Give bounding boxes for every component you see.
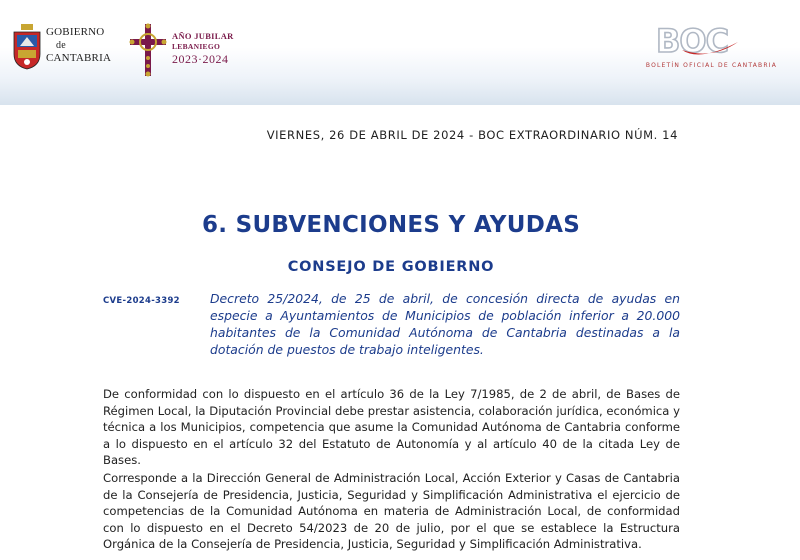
decree-title: Decreto 25/2024, de 25 de abril, de concesión directa de ayudas en especie a Ayuntamientos de Municipios de población inferior a 20.000 habitantes de la Comunidad Autónoma de Cantabria destinadas a la dotación de puestos de trabajo inteligentes. (210, 291, 680, 357)
section-title: 6. SUBVENCIONES Y AYUDAS (201, 212, 581, 238)
gobierno-line-1: GOBIERNO (46, 26, 105, 38)
gobierno-cantabria-logo (12, 22, 122, 80)
gobierno-line-3: CANTABRIA (46, 52, 112, 64)
publication-date-line: VIERNES, 26 DE ABRIL DE 2024 - BOC EXTRAORDINARIO NÚM. 14 (266, 128, 678, 142)
boc-subtitle: BOLETÍN OFICIAL DE CANTABRIA (645, 62, 777, 69)
body-paragraph-2: Corresponde a la Dirección General de Administración Local, Acción Exterior y Casas de Cantabria de la Consejería de Presidencia, Justicia, Seguridad y Simplificación Administrativa el ejercicio de competencias de la Comunidad Autónoma en materia de Administración Local, de conformidad con lo dispuesto en el Decreto 54/2023 de 20 de julio, por el que se establece la Estructura Orgánica de la Consejería de Presidencia, Justicia, Seguridad y Simplificación Administrativa. (103, 471, 680, 551)
jubilar-line-3: 2023·2024 (172, 52, 229, 66)
jubilar-line-1: AÑO JUBILAR (172, 31, 234, 41)
boc-wordmark-text: BOC (656, 22, 729, 60)
cantabria-shield-icon (12, 24, 42, 70)
gobierno-line-2: de (56, 40, 66, 51)
body-paragraph-1: De conformidad con lo dispuesto en el artículo 36 de la Ley 7/1985, de 2 de abril, de Bases de Régimen Local, la Diputación Provincial debe prestar asistencia, colaboración jurídica, económica y técnica a los Municipios, competencia que asume la Comunidad Autónoma de Cantabria conforme a lo dispuesto en el artículo 32 del Estatuto de Autonomía y al artículo 40 de la citada Ley de Bases. (103, 387, 680, 467)
gobierno-text (46, 26, 111, 65)
jubilar-line-2: LEBANIEGO (172, 42, 221, 51)
boc-wordmark-logo (652, 20, 742, 62)
cve-code: CVE-2024-3392 (103, 296, 180, 306)
jubilar-text (172, 31, 234, 67)
boc-logo (622, 18, 777, 78)
lebaniego-cross-icon (128, 22, 168, 78)
council-heading: CONSEJO DE GOBIERNO (287, 259, 495, 275)
ano-jubilar-logo (128, 22, 238, 78)
